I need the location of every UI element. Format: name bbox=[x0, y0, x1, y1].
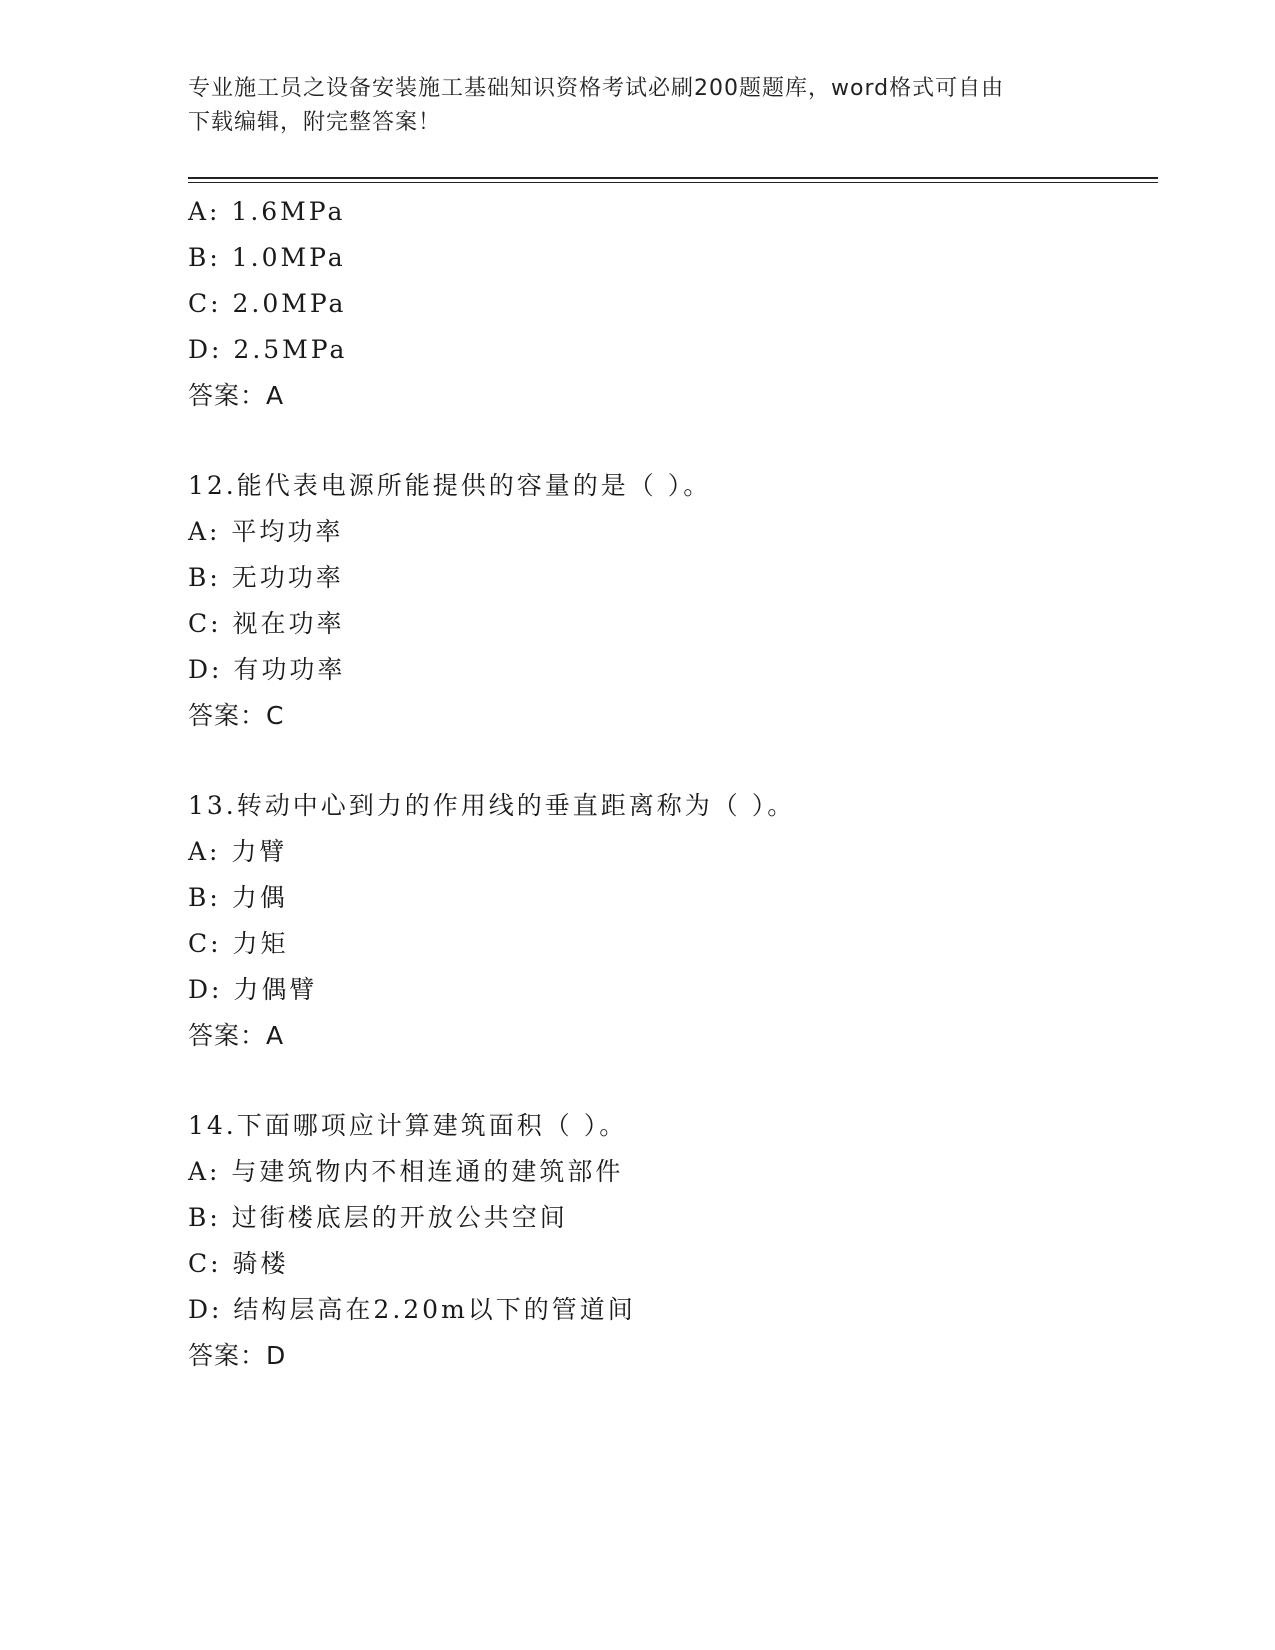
option-b: B: 力偶 bbox=[188, 883, 288, 912]
header-line-1: 专业施工员之设备安装施工基础知识资格考试必刷200题题库，word格式可自由 bbox=[188, 76, 1005, 101]
option-a: A: 与建筑物内不相连通的建筑部件 bbox=[188, 1157, 624, 1186]
question-block-11 bbox=[188, 189, 1158, 419]
option-a: A: 1.6MPa bbox=[188, 197, 346, 226]
document-header bbox=[188, 72, 1068, 140]
question-block-14 bbox=[188, 1103, 1158, 1379]
option-c: C: 2.0MPa bbox=[188, 289, 347, 318]
answer-line: 答案：A bbox=[188, 381, 285, 410]
option-a: A: 力臂 bbox=[188, 837, 288, 866]
option-c: C: 力矩 bbox=[188, 929, 289, 958]
option-d: D: 2.5MPa bbox=[188, 335, 348, 364]
option-d: D: 结构层高在2.20m以下的管道间 bbox=[188, 1295, 636, 1324]
question-block-13 bbox=[188, 783, 1158, 1059]
answer-line: 答案：C bbox=[188, 701, 285, 730]
option-d: D: 力偶臂 bbox=[188, 975, 318, 1004]
answer-line: 答案：A bbox=[188, 1021, 285, 1050]
option-c: C: 骑楼 bbox=[188, 1249, 289, 1278]
question-text: 12.能代表电源所能提供的容量的是（ ）。 bbox=[188, 471, 712, 500]
question-text: 14.下面哪项应计算建筑面积（ ）。 bbox=[188, 1111, 628, 1140]
question-text: 13.转动中心到力的作用线的垂直距离称为（ ）。 bbox=[188, 791, 796, 820]
question-list bbox=[188, 189, 1158, 1379]
option-b: B: 1.0MPa bbox=[188, 243, 346, 272]
answer-line: 答案：D bbox=[188, 1341, 287, 1370]
header-divider-thin bbox=[188, 182, 1158, 183]
option-a: A: 平均功率 bbox=[188, 517, 344, 546]
option-b: B: 无功功率 bbox=[188, 563, 344, 592]
header-line-2: 下载编辑，附完整答案！ bbox=[188, 110, 442, 135]
header-divider-thick bbox=[188, 177, 1158, 179]
question-block-12 bbox=[188, 463, 1158, 739]
option-b: B: 过街楼底层的开放公共空间 bbox=[188, 1203, 568, 1232]
option-d: D: 有功功率 bbox=[188, 655, 346, 684]
option-c: C: 视在功率 bbox=[188, 609, 345, 638]
